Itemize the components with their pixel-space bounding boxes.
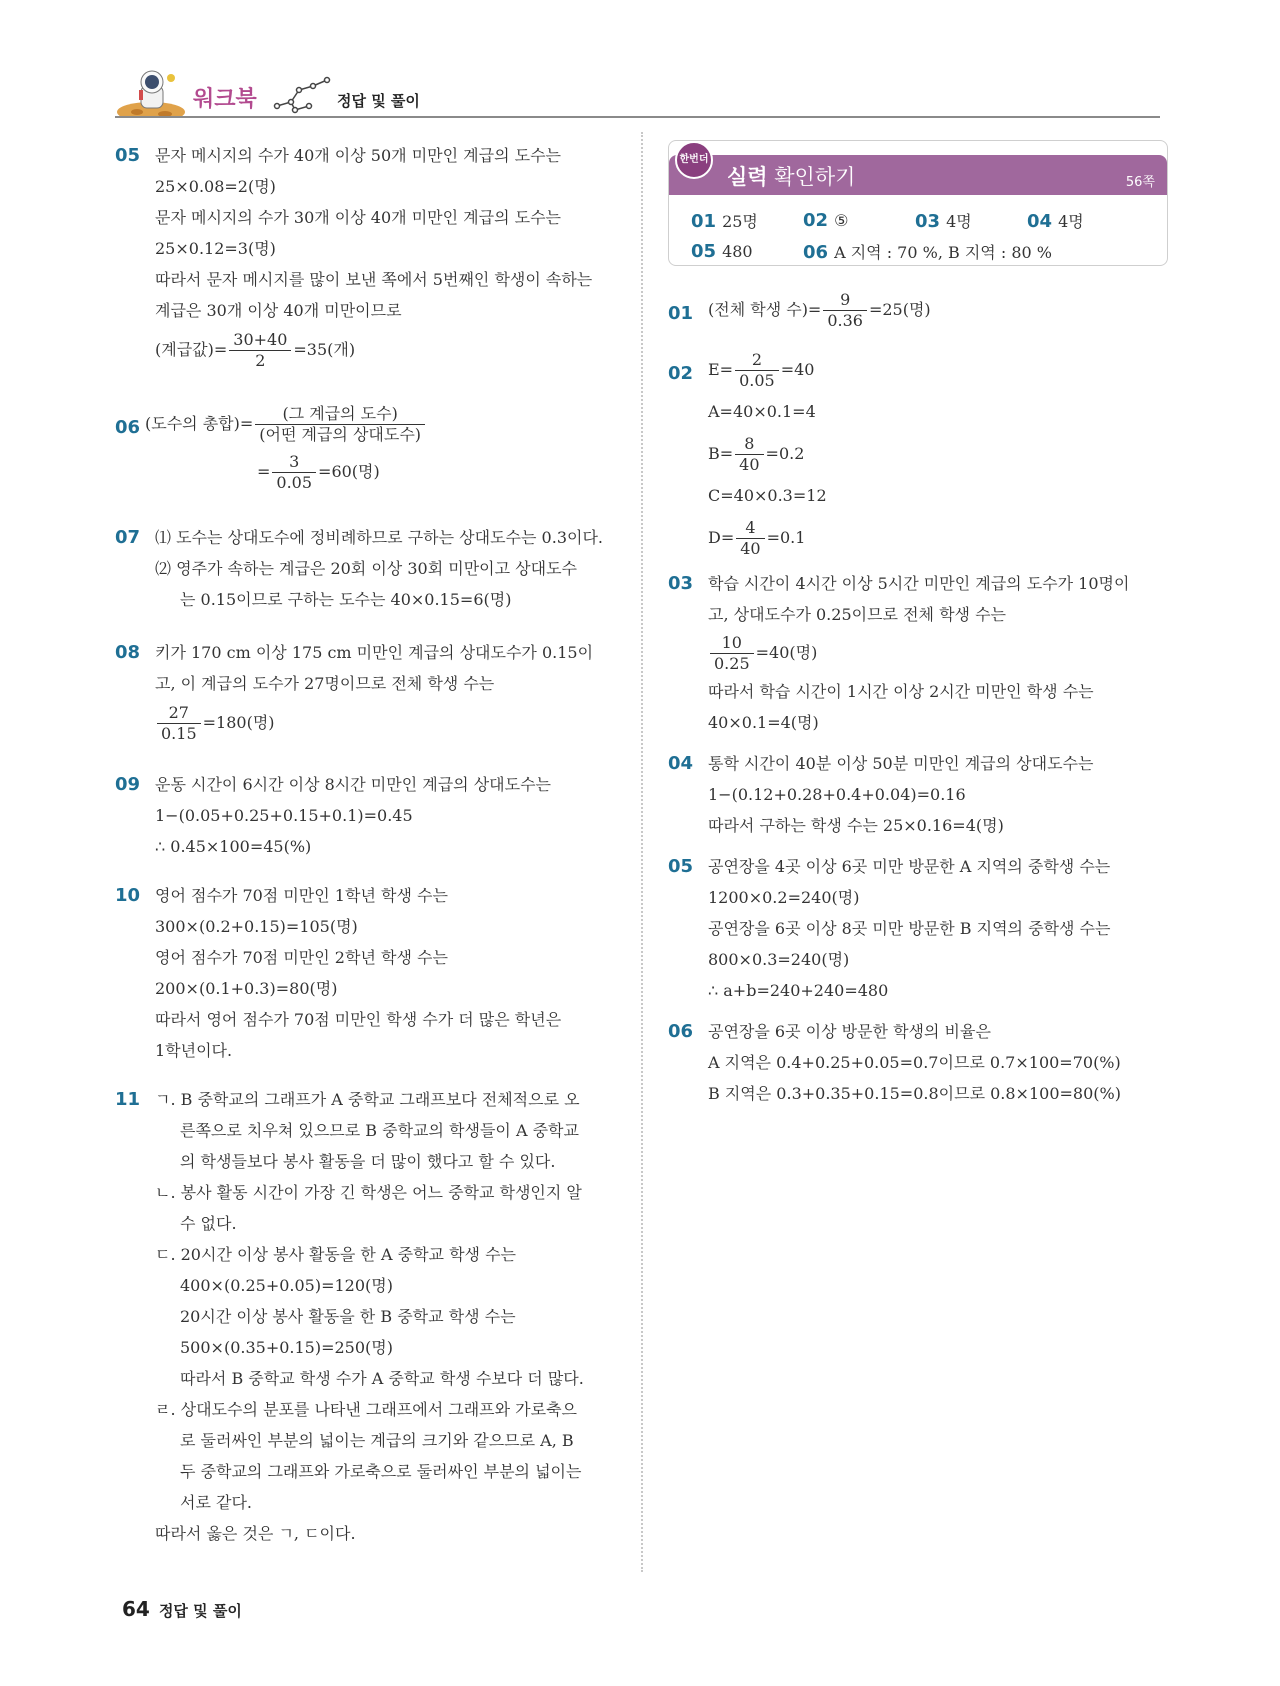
right-column [668,140,1168,1109]
answer-value: 480 [722,242,753,261]
text-line: 두 중학교의 그래프와 가로축으로 둘러싸인 부분의 넓이는 [180,1462,582,1481]
text-line: 1학년이다. [155,1041,233,1060]
text-line: 고, 이 계급의 도수가 27명이므로 전체 학생 수는 [155,674,495,693]
fraction [229,330,291,371]
formula-rhs: =0.1 [766,528,806,547]
answer-row [691,205,1157,236]
fraction-numerator: 8 [735,434,763,455]
fraction-denominator: 0.25 [714,654,750,673]
fraction-numerator: 3 [272,452,316,473]
text-line: 수 없다. [180,1214,237,1233]
workbook-title: 워크북 [193,87,257,112]
text-line: 따라서 옳은 것은 ㄱ, ㄷ이다. [155,1524,356,1543]
fraction-numerator: 4 [736,518,764,539]
text-line: 400×(0.25+0.05)=120(명) [180,1276,393,1295]
title-rest: 확인하기 [774,165,856,189]
constellation-icon [273,76,333,114]
text-line: ∴ a+b=240+240=480 [708,981,889,1000]
problem-number: 06 [115,417,141,438]
fraction [736,518,764,559]
answer-box-title [727,161,855,191]
fraction-denominator: (어떤 계급의 상대도수) [259,425,422,444]
workbook-subtitle: 정답 및 풀이 [337,92,420,110]
problem-number: 01 [668,303,694,324]
formula-rhs: =25(명) [868,300,931,319]
title-bold: 실력 [727,165,768,189]
fraction-numerator: (그 계급의 도수) [255,404,425,425]
formula-lhs: (도수의 총합)= [145,414,254,433]
formula-lhs: (계급값)= [155,340,228,359]
text-line: A 지역은 0.4+0.25+0.05=0.7이므로 0.7×100=70(%) [708,1053,1121,1072]
text-line: ㄷ. 20시간 이상 봉사 활동을 한 A 중학교 학생 수는 [155,1245,516,1264]
answer-row [691,236,1157,267]
answer-value: ⑤ [834,211,849,230]
text-line: ㄱ. B 중학교의 그래프가 A 중학교 그래프보다 전체적으로 오 [155,1090,580,1109]
text-line: C=40×0.3=12 [708,486,827,505]
formula-rhs: =40 [780,360,815,379]
formula-lhs: (전체 학생 수)= [708,300,822,319]
fraction-numerator: 10 [710,633,754,654]
fraction-numerator: 2 [735,350,779,371]
answer-number: 05 [691,241,717,262]
solution-r02 [668,348,1168,560]
formula-line [155,448,620,496]
text-line: 공연장을 6곳 이상 8곳 미만 방문한 B 지역의 중학생 수는 [708,919,1111,938]
answer-item [915,209,1027,232]
formula-rhs: =60(명) [318,462,380,481]
fraction [735,350,779,391]
fraction [823,290,867,331]
text-line: ㄹ. 상대도수의 분포를 나타낸 그래프에서 그래프와 가로축으 [155,1400,578,1419]
text-line: 운동 시간이 6시간 이상 8시간 미만인 계급의 상대도수는 [155,775,551,794]
text-line: 25×0.08=2(명) [155,177,276,196]
page-number: 64 [122,1597,150,1621]
text-line: 문자 메시지의 수가 40개 이상 50개 미만인 계급의 도수는 [155,146,561,165]
solution-10 [115,880,620,1066]
solution-r01 [668,286,1168,334]
text-line: 따라서 영어 점수가 70점 미만인 학생 수가 더 많은 학년은 [155,1010,562,1029]
fraction [735,434,763,475]
fraction [272,452,316,493]
problem-number: 03 [668,573,694,594]
text-line: 계급은 30개 이상 40개 미만이므로 [155,301,402,320]
fraction-denominator: 0.15 [161,724,197,743]
solution-05 [115,140,620,374]
formula-line [708,348,1168,392]
text-line: 500×(0.35+0.15)=250(명) [180,1338,393,1357]
text-line: 따라서 문자 메시지를 많이 보낸 쪽에서 5번째인 학생이 속하는 [155,270,593,289]
solution-r03 [668,568,1168,738]
text-line: 20시간 이상 봉사 활동을 한 B 중학교 학생 수는 [180,1307,516,1326]
problem-number: 09 [115,774,141,795]
formula-lhs: E= [708,360,734,379]
problem-number: 07 [115,527,141,548]
page-header [115,68,1160,118]
problem-number: 06 [668,1021,694,1042]
text-line: 공연장을 6곳 이상 방문한 학생의 비율은 [708,1022,991,1041]
text-line: 서로 같다. [180,1493,252,1512]
once-more-badge: 한번더 [675,141,713,179]
text-line: 200×(0.1+0.3)=80(명) [155,979,338,998]
text-line: 영어 점수가 70점 미만인 1학년 학생 수는 [155,886,448,905]
text-line: ∴ 0.45×100=45(%) [155,837,312,856]
solution-11 [115,1084,620,1549]
solution-r06 [668,1016,1168,1109]
formula-rhs: =0.2 [765,444,805,463]
text-line: 공연장을 4곳 이상 6곳 미만 방문한 A 지역의 중학생 수는 [708,857,1111,876]
astronaut-mascot-icon [117,68,189,118]
text-line: 1−(0.05+0.25+0.15+0.1)=0.45 [155,806,413,825]
formula-line [708,432,1168,476]
formula-lhs: B= [708,444,734,463]
answer-value: 4명 [1058,212,1084,231]
formula-line [155,326,620,374]
formula-line [708,516,1168,560]
answer-value: 4명 [946,212,972,231]
answer-number: 04 [1027,211,1053,232]
fraction-denominator: 2 [255,351,266,370]
fraction [255,404,425,445]
answer-number: 03 [915,211,941,232]
answer-number: 01 [691,211,717,232]
fraction-denominator: 40 [739,455,760,474]
fraction-numerator: 9 [823,290,867,311]
fraction-denominator: 0.05 [276,473,313,492]
text-line: 른쪽으로 치우쳐 있으므로 B 중학교의 학생들이 A 중학교 [180,1121,579,1140]
answer-value: 25명 [722,212,758,231]
page-reference: 56쪽 [1125,175,1155,190]
problem-number: 05 [115,145,141,166]
fraction-denominator: 40 [740,539,761,558]
text-line: ⑵ 영주가 속하는 계급은 20회 이상 30회 미만이고 상대도수 [155,559,577,578]
fraction-numerator: 30+40 [229,330,291,351]
text-line: B 지역은 0.3+0.35+0.15=0.8이므로 0.8×100=80(%) [708,1084,1121,1103]
solution-07 [115,522,620,615]
left-column [115,140,620,1549]
fraction [710,633,754,674]
text-line: 따라서 구하는 학생 수는 25×0.16=4(명) [708,816,1004,835]
text-line: ㄴ. 봉사 활동 시간이 가장 긴 학생은 어느 중학교 학생인지 알 [155,1183,582,1202]
answer-item [1027,209,1084,232]
answer-grid [691,205,1157,267]
problem-number: 10 [115,885,141,906]
problem-number: 11 [115,1089,141,1110]
formula-rhs: =35(개) [293,340,356,359]
text-line: 는 0.15이므로 구하는 도수는 40×0.15=6(명) [180,590,512,609]
text-line: 800×0.3=240(명) [708,950,850,969]
text-line: A=40×0.1=4 [708,402,816,421]
page-footer [122,1597,242,1621]
column-divider [641,132,643,1572]
problem-number: 02 [668,363,694,384]
fraction-denominator: 0.36 [827,311,863,330]
text-line: ⑴ 도수는 상대도수에 정비례하므로 구하는 상대도수는 0.3이다. [155,528,603,547]
answer-number: 02 [803,210,829,231]
text-line: 고, 상대도수가 0.25이므로 전체 학생 수는 [708,605,1006,624]
solution-09 [115,769,620,862]
text-line: 문자 메시지의 수가 30개 이상 40개 미만인 계급의 도수는 [155,208,561,227]
problem-number: 05 [668,856,694,877]
answer-value: A 지역 : 70 %, B 지역 : 80 % [834,243,1052,262]
text-line: 300×(0.2+0.15)=105(명) [155,917,358,936]
solution-06 [115,400,620,496]
answer-number: 06 [803,242,829,263]
solution-r04 [668,748,1168,841]
formula-line [708,286,1168,334]
solution-08 [115,637,620,747]
text-line: 의 학생들보다 봉사 활동을 더 많이 했다고 할 수 있다. [180,1152,556,1171]
answer-item [691,209,803,232]
fraction-denominator: 0.05 [739,371,775,390]
formula-line [145,400,620,448]
footer-label: 정답 및 풀이 [158,1602,242,1620]
text-line: 영어 점수가 70점 미만인 2학년 학생 수는 [155,948,448,967]
formula-line [155,699,620,747]
text-line: 25×0.12=3(명) [155,239,276,258]
answer-box [668,140,1168,266]
formula-lhs: D= [708,528,735,547]
fraction [157,703,201,744]
text-line: 40×0.1=4(명) [708,713,819,732]
formula-rhs: =40(명) [755,643,818,662]
formula-line [708,630,1168,676]
text-line: 학습 시간이 4시간 이상 5시간 미만인 계급의 도수가 10명이 [708,574,1130,593]
text-line: 따라서 학습 시간이 1시간 이상 2시간 미만인 학생 수는 [708,682,1094,701]
problem-number: 04 [668,753,694,774]
formula-lhs: = [257,462,271,481]
text-line: 1−(0.12+0.28+0.4+0.04)=0.16 [708,785,966,804]
text-line: 1200×0.2=240(명) [708,888,860,907]
answer-item [803,210,915,231]
answer-item [691,241,803,262]
header-rule [115,116,1160,118]
answer-item [803,240,1052,263]
solution-r05 [668,851,1168,1006]
text-line: 통학 시간이 40분 이상 50분 미만인 계급의 상대도수는 [708,754,1094,773]
text-line: 키가 170 cm 이상 175 cm 미만인 계급의 상대도수가 0.15이 [155,643,594,662]
text-line: 따라서 B 중학교 학생 수가 A 중학교 학생 수보다 더 많다. [180,1369,584,1388]
formula-rhs: =180(명) [202,713,275,732]
text-line: 로 둘러싸인 부분의 넓이는 계급의 크기와 같으므로 A, B [180,1431,574,1450]
problem-number: 08 [115,642,141,663]
fraction-numerator: 27 [157,703,201,724]
